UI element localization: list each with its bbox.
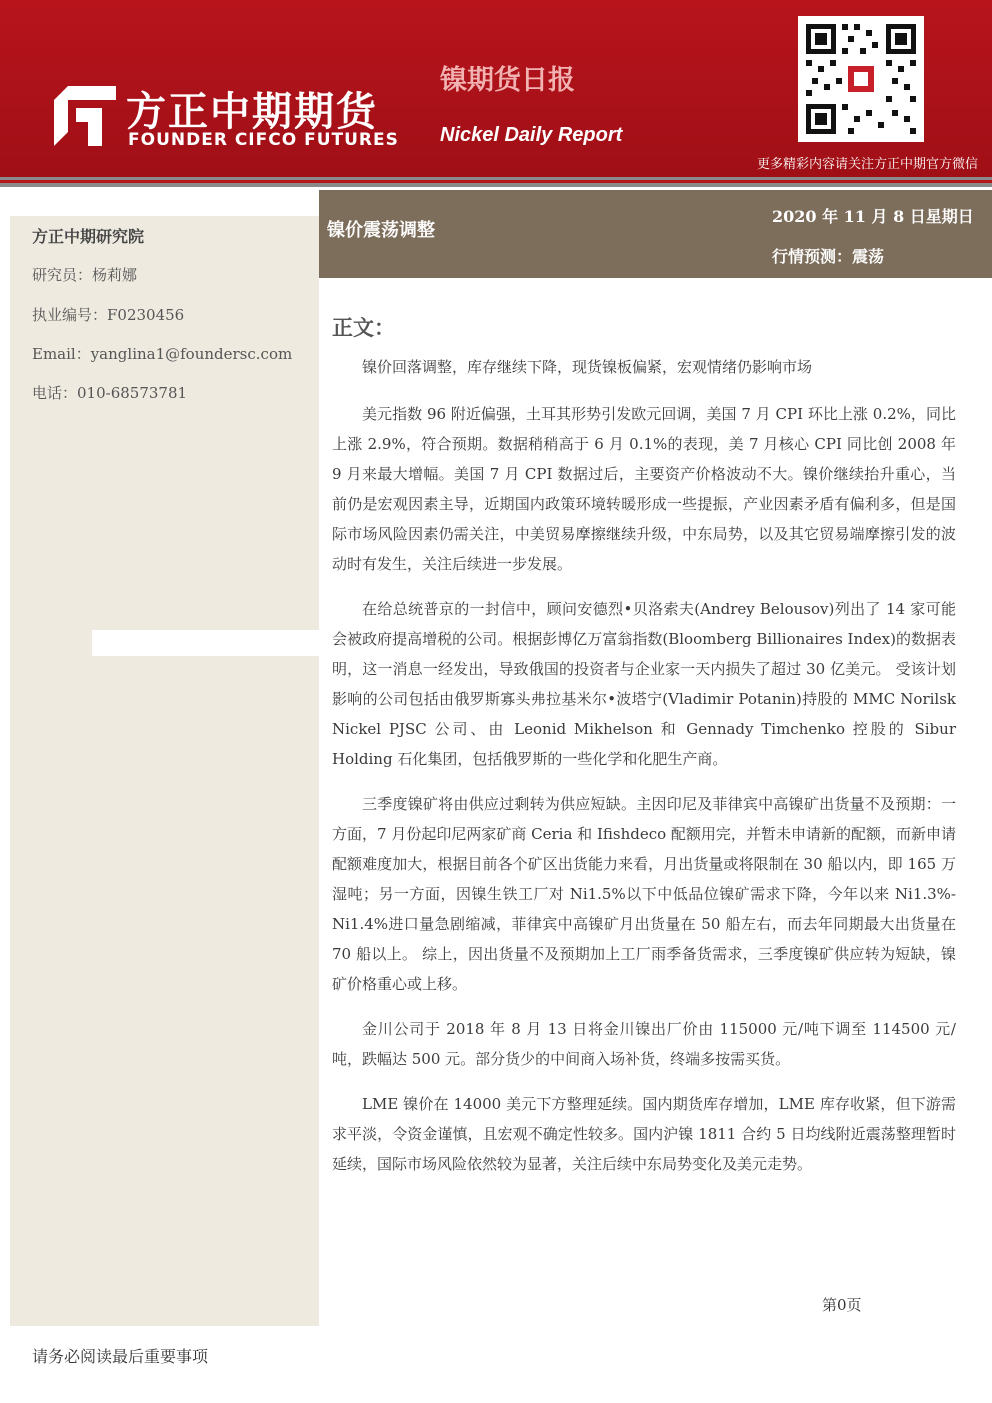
company-name-cn: 方正中期期货 (126, 89, 378, 135)
follow-wechat-text: 更多精彩内容请关注方正中期官方微信 (756, 157, 978, 172)
report-title-cn: 镍期货日报 (440, 65, 575, 96)
sidebar-org: 方正中期研究院 (32, 227, 145, 246)
body-paragraph: 美元指数 96 附近偏强，土耳其形势引发欧元回调，美国 7 月 CPI 环比上涨 0.2%，同比上涨 2.9%，符合预期。数据稍稍高于 6 月 0.1%的表现，美 7 月核心 CPI 同比创 2008 年 9 月来最大增幅。美国 7 月 CPI 数据过后，主要资产价格波动不大。镍价继续抬升重心，当前仍是宏观因素主导，近期国内政策环境转暖形成一些提振，产业因素矛盾有偏利多，但是国际市场风险因素仍需关注，中美贸易摩擦继续升级，中东局势，以及其它贸易端摩擦引发的波动时有发生，关注后续进一步发展。 (332, 405, 956, 573)
report-title-en: Nickel Daily Report (440, 124, 623, 146)
disclaimer-note: 请务必阅读最后重要事项 (32, 1347, 209, 1366)
report-header (0, 0, 992, 177)
market-outlook: 行情预测：震荡 (772, 247, 885, 266)
sidebar-panel (10, 216, 319, 1326)
founder-logo-icon (54, 86, 116, 146)
company-name-en: FOUNDER CIFCO FUTURES (128, 130, 399, 150)
body-paragraph: LME 镍价在 14000 美元下方整理延续。国内期货库存增加，LME 库存收紧，但下游需求平淡，令资金谨慎，且宏观不确定性较多。国内沪镍 1811 合约 5 日均线附近震荡整理暂时延续，国际市场风险依然较为显著，关注后续中东局势变化及美元走势。 (332, 1095, 956, 1173)
sidebar-notch (92, 630, 319, 656)
report-headline: 镍价震荡调整 (327, 220, 435, 241)
sidebar-researcher: 研究员：杨莉娜 (32, 266, 138, 284)
sidebar-phone: 电话：010-68573781 (32, 384, 188, 402)
qr-code-icon (798, 16, 924, 142)
sidebar-email: Email：yanglina1@foundersc.com (32, 345, 293, 363)
report-date: 2020 年 11 月 8 日星期日 (772, 207, 974, 226)
page-number: 第0页 (822, 1296, 862, 1314)
body-paragraph: 金川公司于 2018 年 8 月 13 日将金川镍出厂价由 115000 元/吨下调至 114500 元/吨，跌幅达 500 元。部分货少的中间商入场补货，终端多按需买货。 (332, 1020, 956, 1068)
body-paragraph: 镍价回落调整，库存继续下降，现货镍板偏紧，宏观情绪仍影响市场 (362, 358, 813, 376)
sidebar-license: 执业编号：F0230456 (32, 306, 185, 324)
body-heading: 正文： (332, 316, 395, 340)
body-content (332, 352, 956, 1194)
title-banner (319, 190, 992, 278)
body-paragraph: 在给总统普京的一封信中，顾问安德烈•贝洛索夫(Andrey Belousov)列出了 14 家可能会被政府提高增税的公司。根据彭博亿万富翁指数(Bloomberg Billionaires Index)的数据表明，这一消息一经发出，导致俄国的投资者与企业家一天内损失了超过 30 亿美元。 受该计划影响的公司包括由俄罗斯寡头弗拉基米尔•波塔宁(Vladimir Potanin)持股的 MMC Norilsk Nickel PJSC 公司、由 Leonid Mikhelson 和 Gennady Timchenko 控股的 Sibur Holding 石化集团，包括俄罗斯的一些化学和化肥生产商。 (332, 600, 956, 768)
header-divider-accent (0, 180, 992, 183)
body-paragraph: 三季度镍矿将由供应过剩转为供应短缺。主因印尼及菲律宾中高镍矿出货量不及预期：一方面，7 月份起印尼两家矿商 Ceria 和 Ifishdeco 配额用完，并暂未申请新的配额，而新申请配额难度加大，根据目前各个矿区出货能力来看，月出货量或将限制在 30 船以内，即 165 万湿吨；另一方面，因镍生铁工厂对 Ni1.5%以下中低品位镍矿需求下降，今年以来 Ni1.3%-Ni1.4%进口量急剧缩减，菲律宾中高镍矿月出货量在 50 船左右，而去年同期最大出货量在 70 船以上。 综上，因出货量不及预期加上工厂雨季备货需求，三季度镍矿供应转为短缺，镍矿价格重心或上移。 (332, 795, 956, 993)
